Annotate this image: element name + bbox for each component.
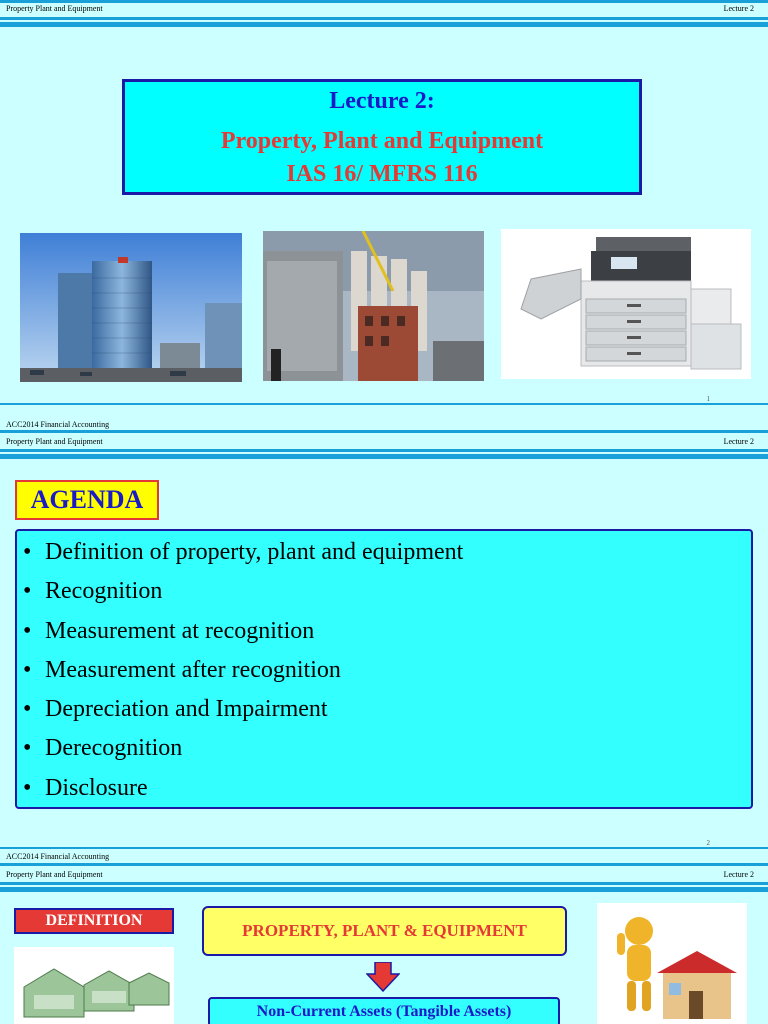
slide-1 (0, 0, 768, 414)
ppe-label: PROPERTY, PLANT & EQUIPMENT (202, 906, 567, 956)
header-line-bottom (0, 449, 768, 452)
agenda-item: • Measurement at recognition (23, 617, 315, 644)
agenda-list (23, 537, 463, 812)
page-number: 2 (706, 839, 710, 847)
photocopier-image (501, 229, 751, 379)
header-line-thick (0, 22, 768, 27)
money-houses-image (14, 947, 174, 1024)
header-line-thick (0, 887, 768, 892)
header-lecture: Lecture 2 (723, 437, 754, 446)
person-with-house-image (597, 903, 747, 1024)
agenda-item: • Measurement after recognition (23, 656, 341, 683)
header-title: Property Plant and Equipment (6, 437, 103, 446)
agenda-item: • Disclosure (23, 774, 148, 801)
header-line-bottom (0, 882, 768, 885)
office-building-image (20, 233, 242, 382)
header-lecture: Lecture 2 (723, 4, 754, 13)
non-current-assets-label: Non-Current Assets (Tangible Assets) (208, 997, 560, 1024)
header-title: Property Plant and Equipment (6, 4, 103, 13)
slide-3 (0, 827, 768, 1024)
agenda-list-box (15, 529, 753, 809)
lecture-standard: IAS 16/ MFRS 116 (286, 161, 478, 187)
course-label: ACC2014 Financial Accounting (6, 420, 110, 429)
agenda-title: AGENDA (15, 480, 159, 520)
header-line-top (0, 0, 768, 3)
agenda-item: • Recognition (23, 578, 163, 605)
footer-line (0, 847, 768, 849)
header-line-top (0, 863, 768, 866)
header-line-bottom (0, 17, 768, 20)
page-number: 1 (706, 395, 710, 403)
definition-label: DEFINITION (14, 908, 174, 934)
header-lecture: Lecture 2 (723, 870, 754, 879)
slide-title-box (122, 79, 642, 195)
agenda-item: • Depreciation and Impairment (23, 696, 328, 723)
footer-line (0, 403, 768, 405)
slide-2 (0, 414, 768, 827)
down-arrow-icon (366, 962, 400, 992)
agenda-item: • Definition of property, plant and equipment (23, 539, 464, 565)
header-line-thick (0, 454, 768, 459)
header-line-top (0, 430, 768, 433)
course-label: ACC2014 Financial Accounting (6, 852, 110, 861)
header-title: Property Plant and Equipment (6, 870, 103, 879)
agenda-item: • Derecognition (23, 735, 183, 762)
lecture-number: Lecture 2: (329, 88, 435, 114)
industrial-plant-image (263, 231, 484, 381)
lecture-topic: Property, Plant and Equipment (220, 128, 544, 154)
